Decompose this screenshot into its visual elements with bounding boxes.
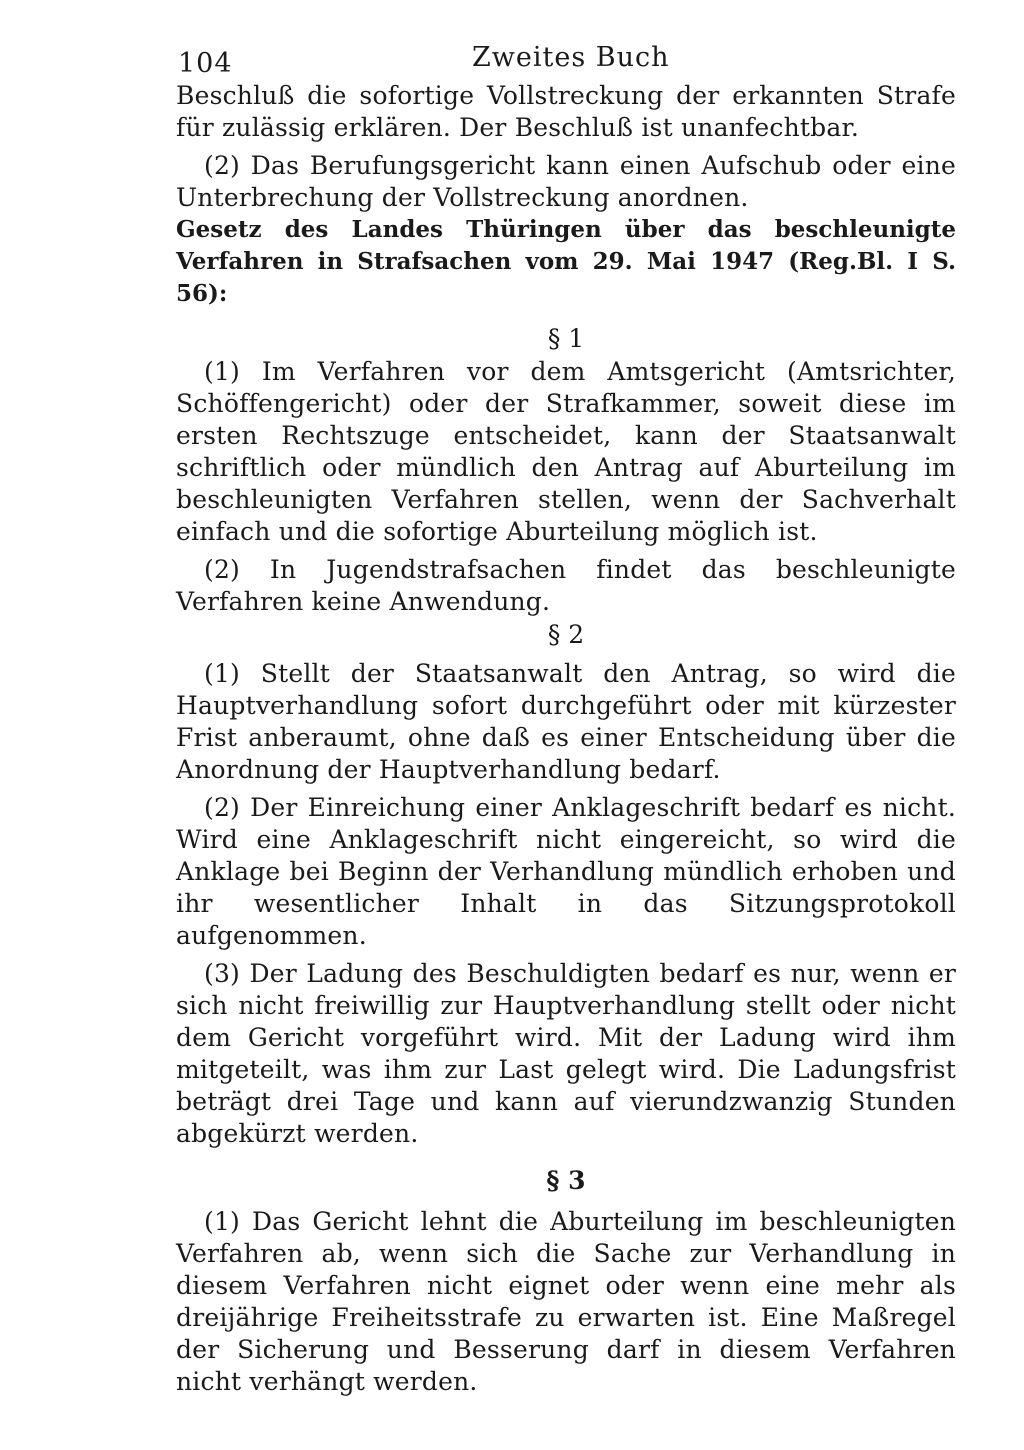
section-2-paragraph-3: (3) Der Ladung des Beschuldigten bedarf es nur, wenn er sich nicht freiwillig zur Hauptverhandlung stellt oder nicht dem Gericht vorgeführt wird. Mit der Ladung wird ihm mitgeteilt, was ihm zur Last gelegt wird. Die Ladungsfrist beträgt drei Tage und kann auf vierundzwanzig Stunden abgekürzt werden. [176, 959, 956, 1148]
document-page [176, 40, 956, 1398]
section-1-paragraph-1: (1) Im Verfahren vor dem Amtsgericht (Amtsrichter, Schöffengericht) oder der Strafkammer, soweit diese im ersten Rechtszuge entscheidet, kann der Staatsanwalt schriftlich oder mündlich den Antrag auf Aburteilung im beschleunigten Verfahren stellen, wenn der Sachverhalt einfach und die sofortige Aburteilung möglich ist. [176, 357, 956, 546]
law-title: Gesetz des Landes Thüringen über das beschleunigte Verfahren in Strafsachen vom 29. Mai 1947 (Reg.Bl. I S. 56): [176, 216, 956, 307]
page-header [176, 40, 956, 80]
section-2-paragraph-1: (1) Stellt der Staatsanwalt den Antrag, so wird die Hauptverhandlung sofort durchgeführt oder mit kürzester Frist anberaumt, ohne daß es einer Entscheidung über die Anordnung der Hauptverhandlung bedarf. [176, 659, 956, 784]
section-2-paragraph-2: (2) Der Einreichung einer Anklageschrift bedarf es nicht. Wird eine Anklageschrift nicht eingereicht, so wird die Anklage bei Beginn der Verhandlung mündlich erhoben und ihr wesentlicher Inhalt in das Sitzungsprotokoll aufgenommen. [176, 793, 956, 950]
section-1-paragraph-2: (2) In Jugendstrafsachen findet das beschleunigte Verfahren keine Anwendung. [176, 555, 956, 616]
section-heading-2: § 2 [547, 620, 585, 649]
section-3-paragraph-1: (1) Das Gericht lehnt die Aburteilung im beschleunigten Verfahren ab, wenn sich die Sache zur Verhandlung in diesem Verfahren nicht eignet oder wenn eine mehr als dreijährige Freiheitsstrafe zu erwarten ist. Eine Maßregel der Sicherung und Besserung darf in diesem Verfahren nicht verhängt werden. [176, 1207, 956, 1396]
paragraph-2-vollstreckung: (2) Das Berufungsgericht kann einen Aufschub oder eine Unterbrechung der Vollstreckung anordnen. [176, 151, 956, 212]
section-1 [176, 322, 956, 618]
section-heading-3: § 3 [546, 1166, 586, 1195]
section-3 [176, 1164, 956, 1398]
section-2 [176, 618, 956, 1150]
running-head: Zweites Buch [472, 42, 670, 73]
continuation-paragraph: Beschluß die sofortige Vollstreckung der erkannten Strafe für zulässig erklären. Der Beschluß ist unanfechtbar. [176, 81, 956, 142]
page-number: 104 [178, 48, 233, 79]
section-heading-1: § 1 [547, 324, 585, 353]
